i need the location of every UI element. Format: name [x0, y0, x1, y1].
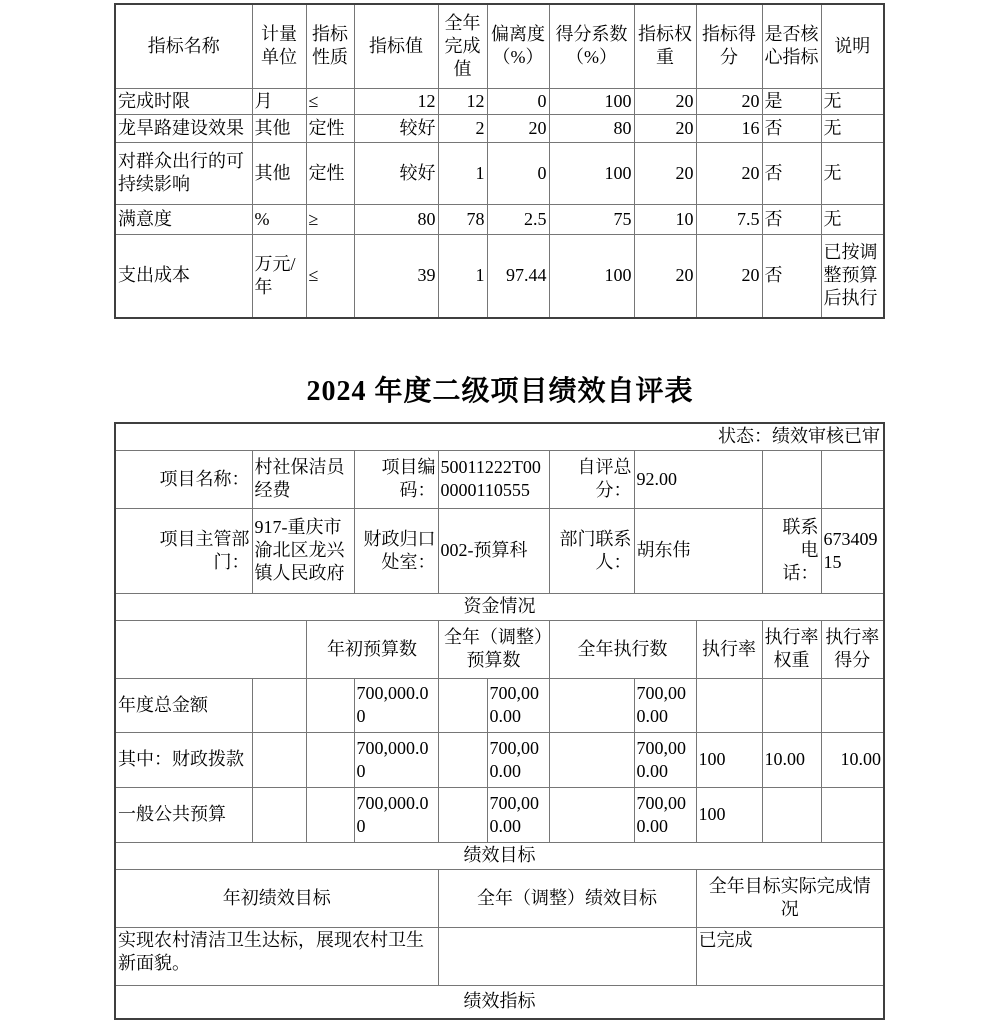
empty-cell: [252, 732, 306, 787]
header-execution-rate: 执行率: [696, 620, 762, 678]
header-indicator-nature: 指标性质: [306, 4, 354, 88]
cell-unit: 月: [252, 88, 306, 114]
cell-rate-weight: 10.00: [762, 732, 821, 787]
header-actual-completion: 全年目标实际完成情况: [696, 869, 884, 927]
header-core-indicator: 是否核心指标: [762, 4, 821, 88]
cell-note: 无: [821, 114, 884, 142]
cell-score: 7.5: [696, 204, 762, 234]
goals-section-row: [115, 842, 884, 869]
cell-adjusted-budget: 700,000.00: [487, 732, 549, 787]
empty-cell: [549, 787, 634, 842]
project-name-value: 村社保洁员经费: [252, 450, 354, 508]
table-row: [115, 234, 884, 318]
cell-deviation: 97.44: [487, 234, 549, 318]
goals-header-row: [115, 869, 884, 927]
header-measure-unit: 计量单位: [252, 4, 306, 88]
dept-label: 项目主管部门：: [115, 508, 252, 593]
cell-indicator-name: 支出成本: [115, 234, 252, 318]
cell-adjusted-budget: 700,000.00: [487, 678, 549, 732]
header-initial-budget: 年初预算数: [306, 620, 438, 678]
header-adjusted-budget: 全年（调整）预算数: [438, 620, 549, 678]
header-adjusted-goal: 全年（调整）绩效目标: [438, 869, 696, 927]
cell-rate-score: [821, 787, 884, 842]
header-indicator-name: 指标名称: [115, 4, 252, 88]
cell-executed-amount: 700,000.00: [634, 732, 696, 787]
cell-execution-rate: [696, 678, 762, 732]
empty-cell: [762, 450, 821, 508]
cell-completed: 78: [438, 204, 487, 234]
empty-cell: [306, 678, 354, 732]
indicators-section-title: 绩效指标: [115, 985, 884, 1019]
cell-execution-rate: 100: [696, 732, 762, 787]
goals-section-title: 绩效目标: [115, 842, 884, 869]
project-code-value: 50011222T000000110555: [438, 450, 549, 508]
phone-label: 联系电话：: [762, 508, 821, 593]
funds-row-label: 其中：财政拨款: [115, 732, 252, 787]
cell-indicator-name: 完成时限: [115, 88, 252, 114]
empty-cell: [549, 732, 634, 787]
cell-initial-budget: 700,000.00: [354, 678, 438, 732]
cell-initial-budget: 700,000.00: [354, 787, 438, 842]
cell-indicator-value: 39: [354, 234, 438, 318]
cell-indicator-value: 较好: [354, 114, 438, 142]
cell-rate-score: 10.00: [821, 732, 884, 787]
cell-adjusted-budget: 700,000.00: [487, 787, 549, 842]
header-rate-score: 执行率得分: [821, 620, 884, 678]
indicators-section-row: [115, 985, 884, 1019]
cell-unit: %: [252, 204, 306, 234]
empty-cell: [115, 620, 306, 678]
funds-header-row: [115, 620, 884, 678]
cell-note: 已按调整预算后执行: [821, 234, 884, 318]
actual-completion-text: 已完成: [696, 927, 884, 985]
header-annual-completed: 全年完成值: [438, 4, 487, 88]
cell-weight: 20: [634, 234, 696, 318]
cell-core: 否: [762, 142, 821, 204]
funds-row: [115, 678, 884, 732]
cell-unit: 其他: [252, 142, 306, 204]
header-note: 说明: [821, 4, 884, 88]
cell-score: 20: [696, 234, 762, 318]
indicator-score-table: [114, 3, 885, 319]
cell-note: 无: [821, 88, 884, 114]
cell-nature: ≥: [306, 204, 354, 234]
cell-nature: ≤: [306, 234, 354, 318]
initial-goal-text: 实现农村清洁卫生达标，展现农村卫生新面貌。: [115, 927, 438, 985]
empty-cell: [252, 678, 306, 732]
funds-section-title: 资金情况: [115, 593, 884, 620]
header-score-coefficient: 得分系数（%）: [549, 4, 634, 88]
finance-office-label: 财政归口处室：: [354, 508, 438, 593]
cell-executed-amount: 700,000.00: [634, 678, 696, 732]
cell-deviation: 0: [487, 142, 549, 204]
header-indicator-weight: 指标权重: [634, 4, 696, 88]
empty-cell: [438, 732, 487, 787]
cell-score: 20: [696, 142, 762, 204]
funds-row: [115, 787, 884, 842]
contact-value: 胡东伟: [634, 508, 762, 593]
goals-content-row: [115, 927, 884, 985]
project-name-label: 项目名称：: [115, 450, 252, 508]
header-initial-goal: 年初绩效目标: [115, 869, 438, 927]
cell-deviation: 2.5: [487, 204, 549, 234]
cell-weight: 10: [634, 204, 696, 234]
header-indicator-value: 指标值: [354, 4, 438, 88]
status-text: 状态：绩效审核已审: [115, 423, 884, 450]
table-row: [115, 142, 884, 204]
adjusted-goal-text: [438, 927, 696, 985]
table-row: [115, 204, 884, 234]
table-row: [115, 88, 884, 114]
cell-completed: 12: [438, 88, 487, 114]
funds-section-row: [115, 593, 884, 620]
cell-indicator-value: 80: [354, 204, 438, 234]
dept-value: 917-重庆市渝北区龙兴镇人民政府: [252, 508, 354, 593]
funds-row-label: 一般公共预算: [115, 787, 252, 842]
empty-cell: [252, 787, 306, 842]
empty-cell: [306, 732, 354, 787]
cell-core: 否: [762, 234, 821, 318]
cell-nature: 定性: [306, 142, 354, 204]
header-indicator-score: 指标得分: [696, 4, 762, 88]
table-row: [115, 114, 884, 142]
cell-weight: 20: [634, 142, 696, 204]
empty-cell: [438, 678, 487, 732]
header-deviation: 偏离度（%）: [487, 4, 549, 88]
cell-rate-weight: [762, 787, 821, 842]
header-rate-weight: 执行率权重: [762, 620, 821, 678]
cell-coefficient: 80: [549, 114, 634, 142]
finance-office-value: 002-预算科: [438, 508, 549, 593]
cell-deviation: 0: [487, 88, 549, 114]
cell-completed: 2: [438, 114, 487, 142]
cell-core: 是: [762, 88, 821, 114]
status-row: [115, 423, 884, 450]
cell-nature: ≤: [306, 88, 354, 114]
self-score-label: 自评总分：: [549, 450, 634, 508]
cell-weight: 20: [634, 88, 696, 114]
empty-cell: [306, 787, 354, 842]
cell-score: 20: [696, 88, 762, 114]
funds-row: [115, 732, 884, 787]
cell-rate-score: [821, 678, 884, 732]
empty-cell: [438, 787, 487, 842]
funds-row-label: 年度总金额: [115, 678, 252, 732]
cell-unit: 万元/年: [252, 234, 306, 318]
cell-core: 否: [762, 204, 821, 234]
cell-indicator-name: 龙旱路建设效果: [115, 114, 252, 142]
department-info-row: [115, 508, 884, 593]
cell-deviation: 20: [487, 114, 549, 142]
cell-rate-weight: [762, 678, 821, 732]
cell-coefficient: 100: [549, 142, 634, 204]
cell-coefficient: 75: [549, 204, 634, 234]
empty-cell: [821, 450, 884, 508]
cell-coefficient: 100: [549, 234, 634, 318]
cell-indicator-value: 较好: [354, 142, 438, 204]
document-page: [0, 3, 1000, 1016]
cell-executed-amount: 700,000.00: [634, 787, 696, 842]
table-header-row: [115, 4, 884, 88]
empty-cell: [549, 678, 634, 732]
project-code-label: 项目编码：: [354, 450, 438, 508]
cell-note: 无: [821, 204, 884, 234]
cell-weight: 20: [634, 114, 696, 142]
cell-initial-budget: 700,000.00: [354, 732, 438, 787]
cell-core: 否: [762, 114, 821, 142]
cell-completed: 1: [438, 234, 487, 318]
cell-unit: 其他: [252, 114, 306, 142]
cell-indicator-value: 12: [354, 88, 438, 114]
cell-nature: 定性: [306, 114, 354, 142]
page-title: 2024 年度二级项目绩效自评表: [306, 376, 694, 408]
self-score-value: 92.00: [634, 450, 762, 508]
header-executed-amount: 全年执行数: [549, 620, 696, 678]
cell-coefficient: 100: [549, 88, 634, 114]
project-self-evaluation-table: [114, 422, 885, 1020]
cell-note: 无: [821, 142, 884, 204]
project-info-row: [115, 450, 884, 508]
contact-label: 部门联系人：: [549, 508, 634, 593]
cell-completed: 1: [438, 142, 487, 204]
cell-score: 16: [696, 114, 762, 142]
phone-value: 67340915: [821, 508, 884, 593]
cell-execution-rate: 100: [696, 787, 762, 842]
cell-indicator-name: 满意度: [115, 204, 252, 234]
cell-indicator-name: 对群众出行的可持续影响: [115, 142, 252, 204]
